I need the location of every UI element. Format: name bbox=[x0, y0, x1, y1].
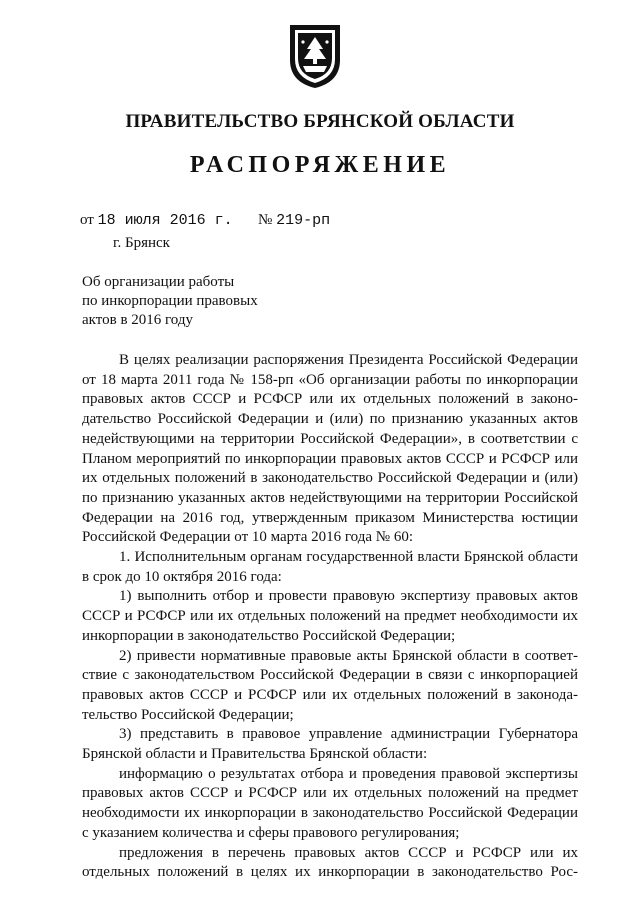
document-city: г. Брянск bbox=[113, 235, 170, 251]
body-line: дательство Российской Федерации и (или) по признанию указанных актов bbox=[82, 411, 578, 428]
body-line: правовых актов СССР и РСФСР или их отдельных положений в законо- bbox=[82, 391, 578, 408]
document-date bbox=[80, 212, 233, 229]
body-line: Федерации на 2016 год, утвержденным приказом Министерства юстиции bbox=[82, 509, 578, 526]
body-line: В целях реализации распоряжения Президента Российской Федерации bbox=[119, 352, 578, 368]
body-line: ствие с законодательством Российской Федерации в связи с инкорпорацией bbox=[82, 667, 578, 684]
body-line: 1) выполнить отбор и провести правовую экспертизу правовых актов bbox=[119, 588, 578, 605]
document-type: РАСПОРЯЖЕНИЕ bbox=[189, 152, 451, 178]
body-line: СССР и РСФСР или их отдельных положений на предмет необходимости их bbox=[82, 608, 578, 625]
number-prefix: № bbox=[258, 212, 273, 228]
date-value: 18 июля 2016 г. bbox=[97, 212, 233, 229]
number-value: 219-рп bbox=[276, 212, 331, 229]
body-line: недействующими на территории Российской Федерации», в соответствии с bbox=[82, 430, 578, 447]
body-line: предложения в перечень правовых актов СССР и РСФСР или их bbox=[119, 844, 578, 861]
body-line: 3) представить в правовое управление администрации Губернатора bbox=[119, 726, 578, 743]
subject-line: по инкорпорации правовых bbox=[82, 293, 258, 309]
body-line: правовых актов СССР и РСФСР или их отдельных положений в законода- bbox=[82, 686, 578, 703]
body-line: их отдельных положений в законодательство Российской Федерации и (или) bbox=[82, 470, 578, 487]
document-body bbox=[82, 351, 578, 883]
body-line: Брянской области и Правительства Брянской области: bbox=[82, 746, 428, 763]
body-line: 1. Исполнительным органам государственной власти Брянской области bbox=[119, 549, 578, 566]
body-line: инкорпорации в законодательство Российской Федерации; bbox=[82, 627, 456, 644]
subject-line: актов в 2016 году bbox=[82, 312, 193, 328]
body-line: Российской Федерации от 10 марта 2016 года № 60: bbox=[82, 529, 413, 546]
subject-line: Об организации работы bbox=[82, 274, 235, 290]
body-line: с указанием количества и сферы правового регулирования; bbox=[82, 824, 460, 841]
body-line: по признанию указанных актов недействующими на территории Российской bbox=[82, 489, 578, 506]
document-number bbox=[258, 212, 330, 229]
government-title: ПРАВИТЕЛЬСТВО БРЯНСКОЙ ОБЛАСТИ bbox=[125, 111, 515, 132]
coat-of-arms-icon bbox=[287, 22, 343, 90]
document-subject bbox=[82, 273, 282, 330]
body-line: правовых актов СССР и РСФСР или их отдельных положений на предмет bbox=[82, 785, 578, 802]
body-line: информацию о результатах отбора и проведения правовой экспертизы bbox=[119, 765, 578, 782]
body-line: отдельных положений в целях их инкорпорации в законодательство Рос- bbox=[82, 864, 578, 881]
date-prefix: от bbox=[80, 212, 94, 228]
body-line: 2) привести нормативные правовые акты Брянской области в соответ- bbox=[119, 647, 578, 664]
body-line: от 18 марта 2011 года № 158-рп «Об организации работы по инкорпорации bbox=[82, 371, 578, 388]
body-line: Планом мероприятий по инкорпорации правовых актов СССР и РСФСР или bbox=[82, 450, 578, 467]
body-line: в срок до 10 октября 2016 года: bbox=[82, 568, 282, 585]
body-line: необходимости их инкорпорации в законодательство Российской Федерации bbox=[82, 805, 578, 822]
body-line: тельство Российской Федерации; bbox=[82, 706, 294, 723]
